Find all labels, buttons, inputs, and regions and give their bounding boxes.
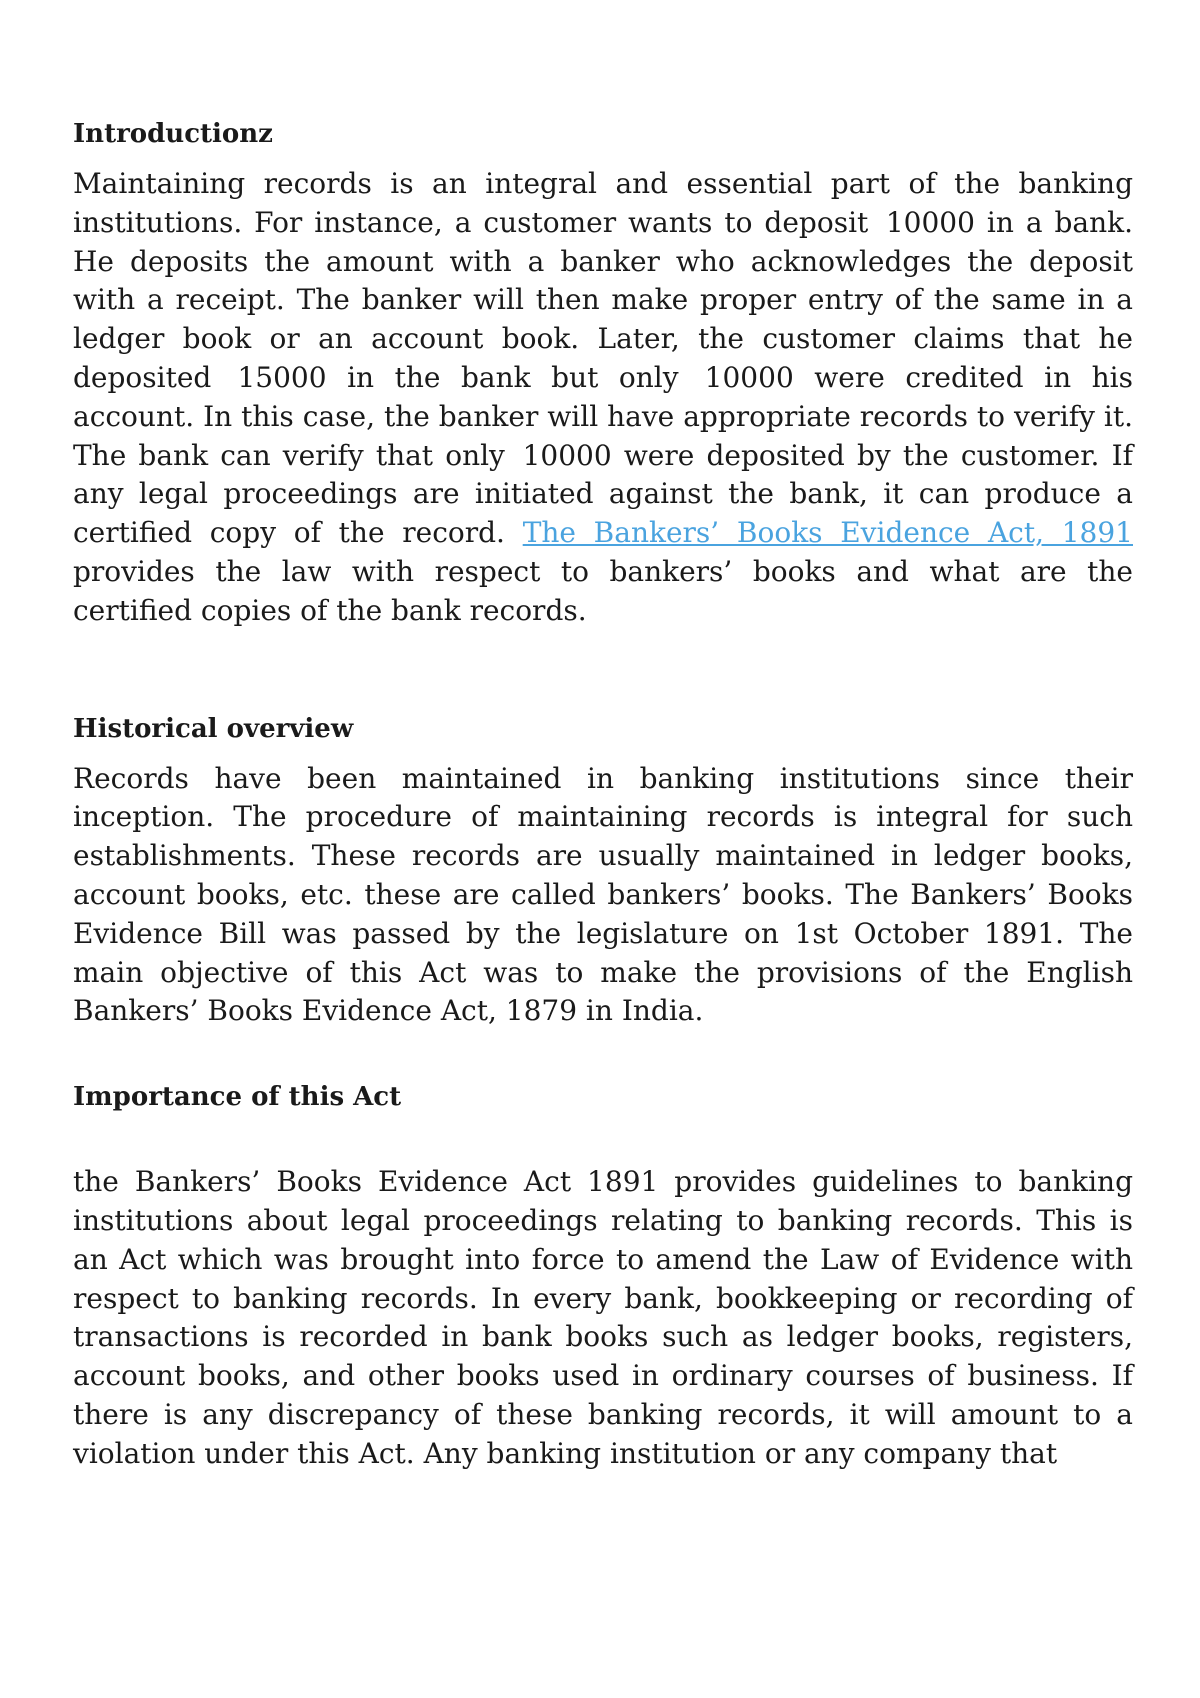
importance-section — [73, 1081, 1133, 1473]
introduction-heading: Introductionz — [73, 119, 273, 149]
introduction-text-continued: provides the law with respect to bankers’ books and what are the certified copies of the bank records. — [73, 554, 1133, 627]
bankers-books-act-link[interactable]: The Bankers’ Books Evidence Act, 1891 — [522, 516, 1133, 550]
importance-paragraph: the Bankers’ Books Evidence Act 1891 provides guidelines to banking institutions about legal proceedings relating to banking records. This is an Act which was brought into force to amend the Law of Evidence with respect to banking records. In every bank, bookkeeping or recording of transactions is recorded in bank books such as ledger books, registers, account books, and other books used in ordinary courses of business. If there is any discrepancy of these banking records, it will amount to a violation under this Act. Any banking institution or any company that — [73, 1165, 1133, 1470]
historical-overview-heading: Historical overview — [73, 713, 354, 744]
historical-overview-paragraph: Records have been maintained in banking institutions since their inception. The procedure of maintaining records is integral for such establishments. These records are usually maintained in ledger books, account books, etc. these are called bankers’ books. The Bankers’ Books Evidence Bill was passed by the legislature on 1st October 1891. The main objective of this Act was to make the provisions of the English Bankers’ Books Evidence Act, 1879 in India. — [73, 761, 1133, 1028]
introduction-section — [73, 118, 1133, 631]
introduction-text: Maintaining records is an integral and essential part of the banking institutions. For instance, a customer wants to deposit 10000 in a bank. He deposits the amount with a banker who acknowledges the deposit with a receipt. The banker will then make proper entry of the same in a ledger book or an account book. Later, the customer claims that he deposited 15000 in the bank but only 10000 were credited in his account. In this case, the banker will have appropriate records to verify it. The bank can verify that only 10000 were deposited by the customer. If any legal proceedings are initiated against the bank, it can produce a certified copy of the record. — [73, 167, 1133, 550]
historical-overview-section — [73, 713, 1133, 1032]
introduction-paragraph — [73, 165, 1133, 631]
importance-heading: Importance of this Act — [73, 1082, 402, 1113]
document-page — [73, 118, 1133, 1474]
